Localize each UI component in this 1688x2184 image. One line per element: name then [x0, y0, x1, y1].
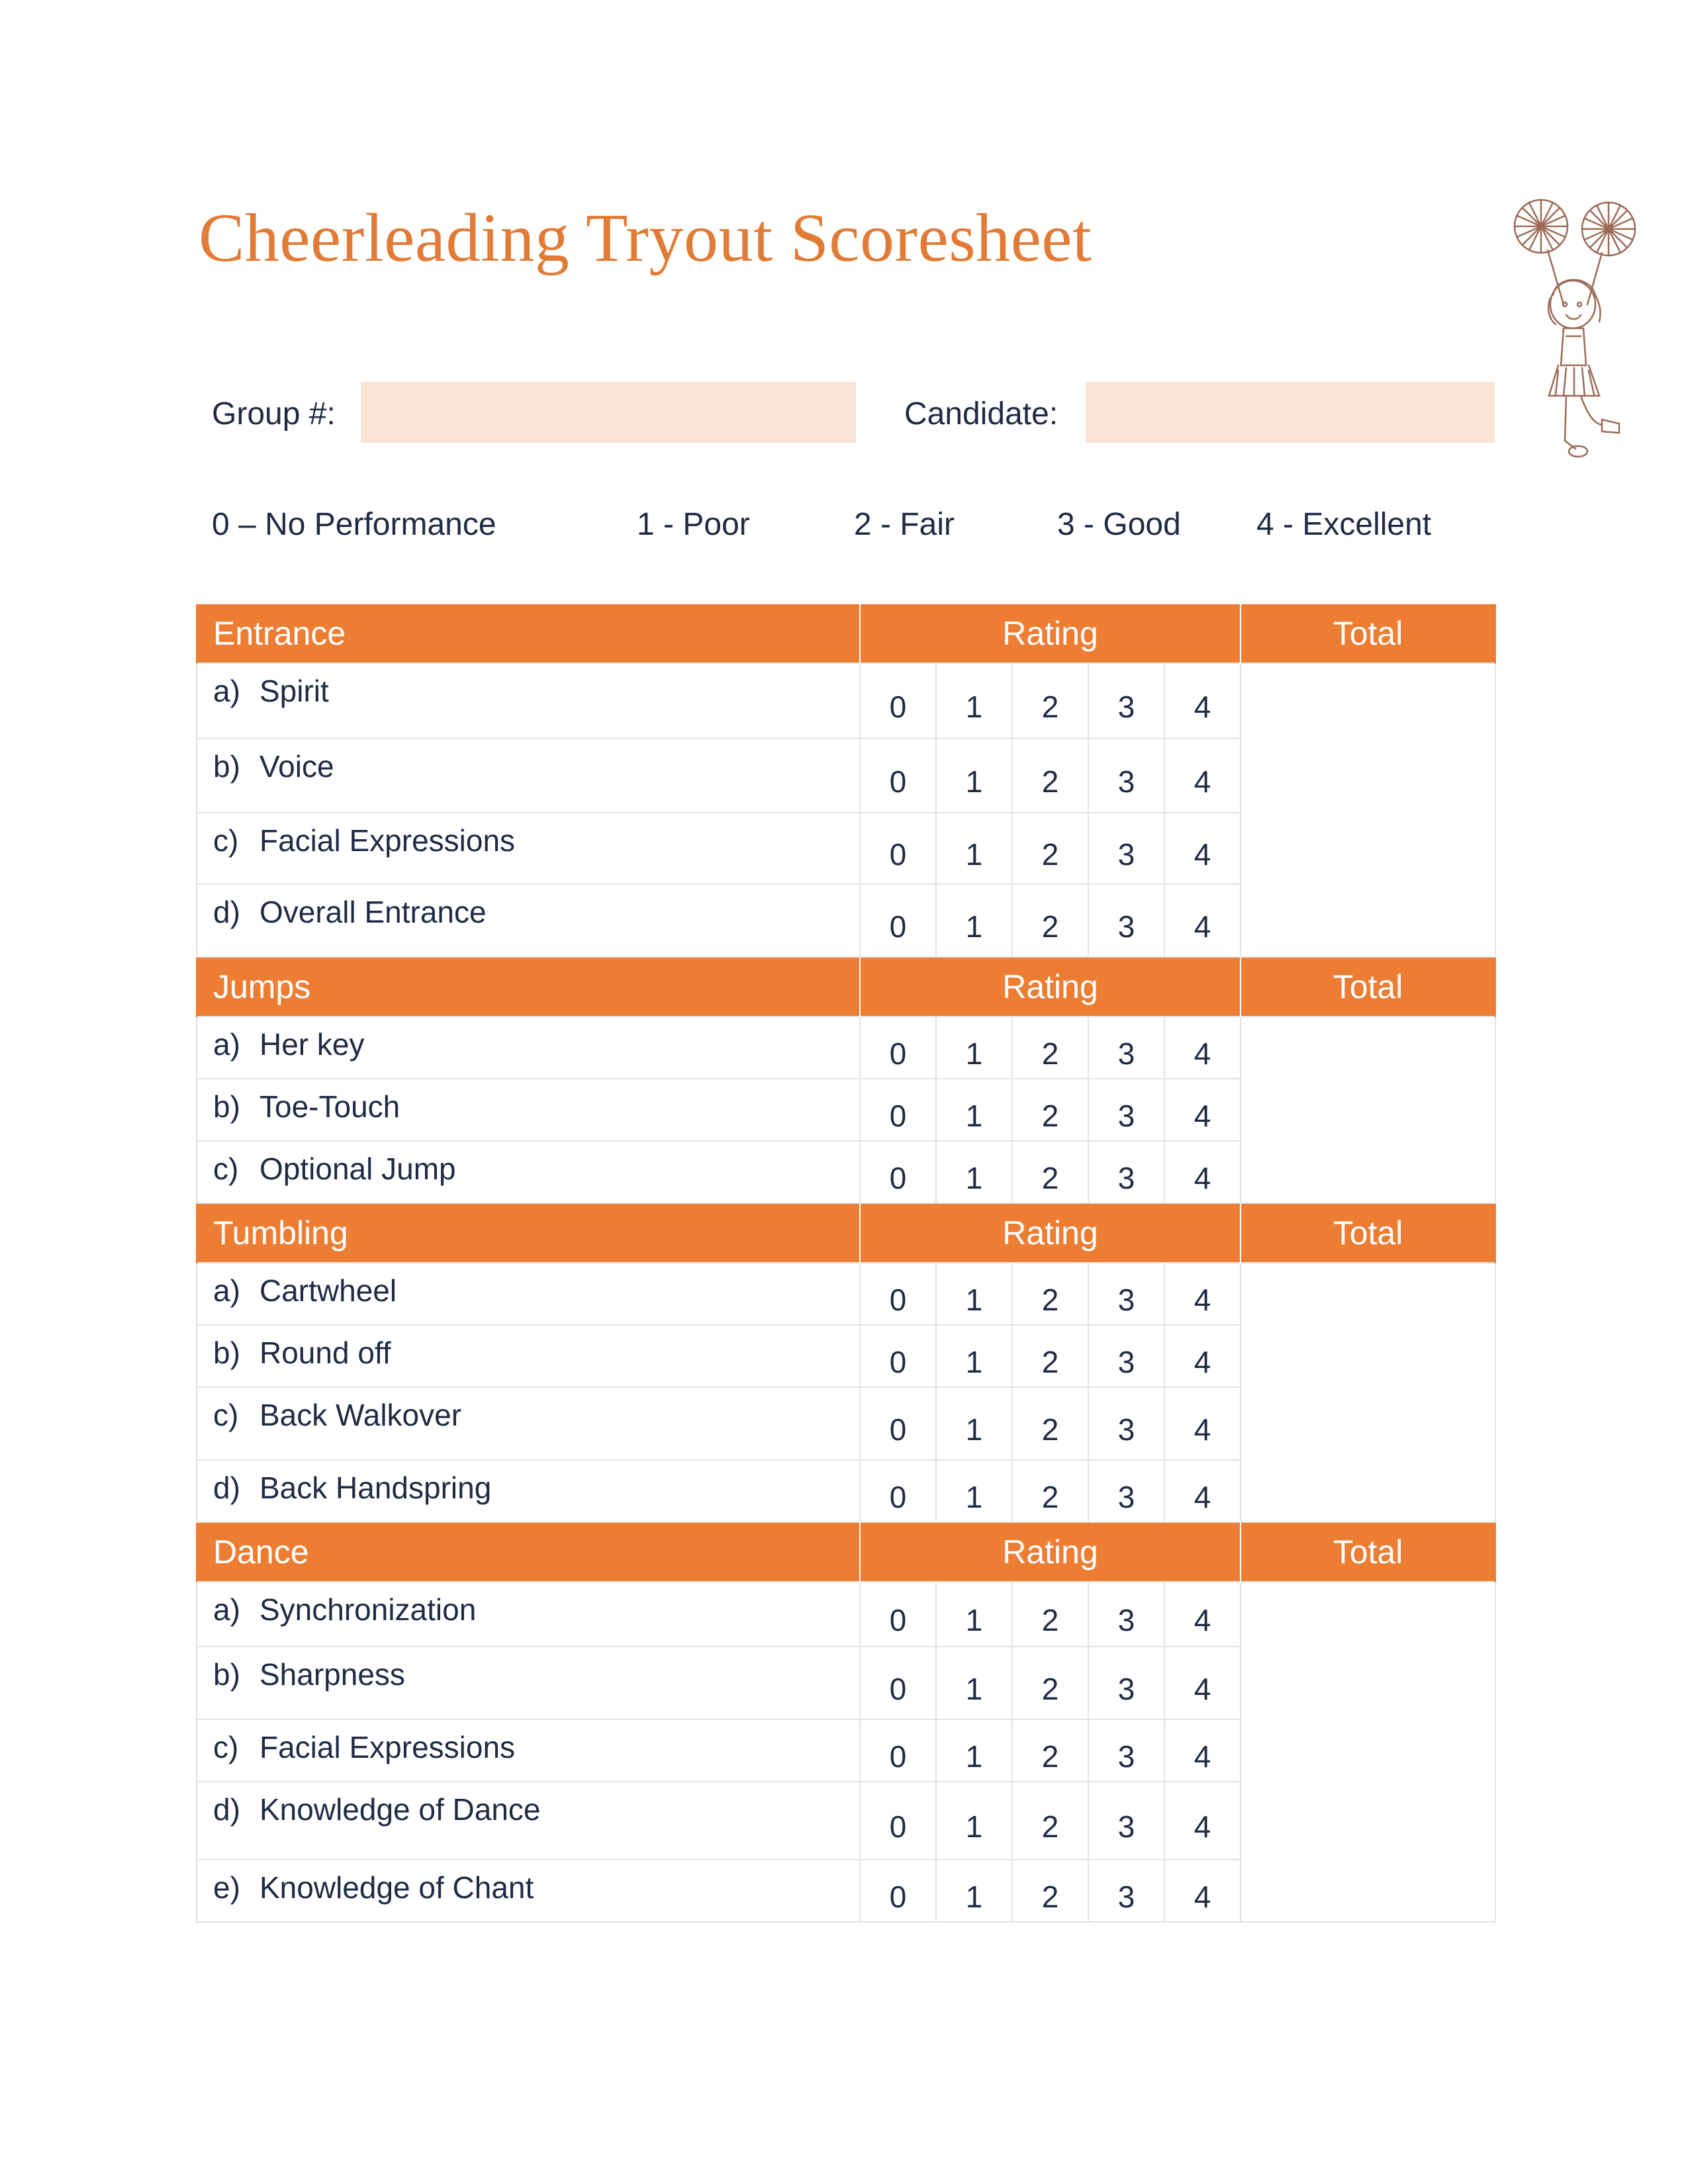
rating-option-3[interactable]: 3: [1088, 1387, 1164, 1460]
rating-option-2[interactable]: 2: [1012, 1387, 1088, 1460]
rating-option-1[interactable]: 1: [936, 1079, 1012, 1141]
rating-option-0[interactable]: 0: [860, 1782, 936, 1860]
rating-option-3[interactable]: 3: [1088, 1079, 1164, 1141]
criterion-letter: c): [213, 1152, 239, 1186]
rating-option-4[interactable]: 4: [1164, 663, 1241, 739]
section-header: [197, 1522, 1495, 1582]
legend-item: 3 - Good: [1057, 507, 1181, 542]
section-total-cell[interactable]: [1241, 663, 1495, 957]
rating-option-3[interactable]: 3: [1088, 1782, 1164, 1860]
criterion-cell: [197, 1782, 860, 1860]
rating-option-2[interactable]: 2: [1012, 1582, 1088, 1647]
rating-option-2[interactable]: 2: [1012, 1017, 1088, 1079]
rating-option-0[interactable]: 0: [860, 813, 936, 884]
criterion-cell: [197, 663, 860, 739]
rating-option-4[interactable]: 4: [1164, 1141, 1241, 1203]
criterion-letter: b): [213, 749, 240, 784]
rating-option-4[interactable]: 4: [1164, 1460, 1241, 1522]
criterion-cell: [197, 1141, 860, 1203]
rating-option-1[interactable]: 1: [936, 1860, 1012, 1922]
criterion-label: Overall Entrance: [259, 895, 487, 929]
total-header: Total: [1241, 1203, 1495, 1263]
criterion-letter: c): [213, 1398, 239, 1432]
score-row: [197, 1017, 1495, 1079]
section-title: Jumps: [197, 957, 860, 1017]
rating-option-1[interactable]: 1: [936, 1719, 1012, 1782]
legend-item: 4 - Excellent: [1256, 507, 1432, 542]
rating-option-4[interactable]: 4: [1164, 1647, 1241, 1719]
criterion-label: Sharpness: [259, 1657, 405, 1692]
rating-option-1[interactable]: 1: [936, 1647, 1012, 1719]
criterion-cell: [197, 739, 860, 813]
total-header: Total: [1241, 1522, 1495, 1582]
criterion-letter: a): [213, 1027, 240, 1062]
criterion-cell: [197, 1387, 860, 1460]
criterion-cell: [197, 884, 860, 957]
rating-header: Rating: [860, 957, 1241, 1017]
criterion-label: Facial Expressions: [259, 823, 516, 858]
criterion-cell: [197, 1719, 860, 1782]
rating-option-0[interactable]: 0: [860, 739, 936, 813]
candidate-input[interactable]: [1086, 382, 1495, 443]
rating-option-3[interactable]: 3: [1088, 1017, 1164, 1079]
rating-option-0[interactable]: 0: [860, 1325, 936, 1387]
criterion-label: Synchronization: [259, 1592, 477, 1627]
criterion-label: Back Walkover: [259, 1398, 462, 1432]
rating-header: Rating: [860, 1203, 1241, 1263]
rating-option-3[interactable]: 3: [1088, 884, 1164, 957]
criterion-cell: [197, 1017, 860, 1079]
score-row: [197, 1582, 1495, 1647]
criterion-cell: [197, 813, 860, 884]
rating-option-0[interactable]: 0: [860, 1647, 936, 1719]
rating-option-4[interactable]: 4: [1164, 1860, 1241, 1922]
rating-option-4[interactable]: 4: [1164, 1079, 1241, 1141]
criterion-label: Her key: [259, 1027, 365, 1062]
rating-option-3[interactable]: 3: [1088, 663, 1164, 739]
rating-option-1[interactable]: 1: [936, 1387, 1012, 1460]
rating-header: Rating: [860, 1522, 1241, 1582]
criterion-cell: [197, 1079, 860, 1141]
criterion-letter: d): [213, 895, 240, 929]
rating-option-1[interactable]: 1: [936, 1263, 1012, 1325]
criterion-label: Spirit: [259, 674, 329, 708]
rating-option-1[interactable]: 1: [936, 1460, 1012, 1522]
rating-option-2[interactable]: 2: [1012, 1263, 1088, 1325]
criterion-cell: [197, 1860, 860, 1922]
group-input[interactable]: [361, 382, 856, 443]
criterion-label: Facial Expressions: [259, 1730, 516, 1764]
legend-item: 2 - Fair: [854, 507, 955, 542]
section-total-cell[interactable]: [1241, 1017, 1495, 1203]
criterion-label: Knowledge of Chant: [259, 1870, 534, 1905]
rating-option-2[interactable]: 2: [1012, 663, 1088, 739]
criterion-letter: b): [213, 1336, 240, 1370]
rating-option-3[interactable]: 3: [1088, 1141, 1164, 1203]
rating-option-4[interactable]: 4: [1164, 884, 1241, 957]
rating-option-4[interactable]: 4: [1164, 1325, 1241, 1387]
rating-option-2[interactable]: 2: [1012, 813, 1088, 884]
rating-option-1[interactable]: 1: [936, 663, 1012, 739]
group-label: Group #:: [212, 396, 336, 432]
criterion-letter: c): [213, 1730, 239, 1764]
section-title: Entrance: [197, 604, 860, 663]
total-header: Total: [1241, 957, 1495, 1017]
criterion-label: Knowledge of Dance: [259, 1792, 541, 1827]
rating-option-4[interactable]: 4: [1164, 1582, 1241, 1647]
criterion-letter: c): [213, 823, 239, 858]
rating-option-2[interactable]: 2: [1012, 1647, 1088, 1719]
rating-option-0[interactable]: 0: [860, 1079, 936, 1141]
rating-option-4[interactable]: 4: [1164, 1719, 1241, 1782]
criterion-label: Voice: [259, 749, 334, 784]
rating-option-0[interactable]: 0: [860, 1860, 936, 1922]
rating-option-0[interactable]: 0: [860, 663, 936, 739]
rating-option-2[interactable]: 2: [1012, 1460, 1088, 1522]
score-row: [197, 1263, 1495, 1325]
page-title: Cheerleading Tryout Scoresheet: [199, 200, 1092, 276]
section-header: [197, 604, 1495, 663]
criterion-letter: d): [213, 1792, 240, 1827]
section-total-cell[interactable]: [1241, 1263, 1495, 1522]
section-header: [197, 1203, 1495, 1263]
rating-option-4[interactable]: 4: [1164, 1782, 1241, 1860]
rating-option-1[interactable]: 1: [936, 1582, 1012, 1647]
rating-option-3[interactable]: 3: [1088, 739, 1164, 813]
rating-option-1[interactable]: 1: [936, 1782, 1012, 1860]
rating-option-2[interactable]: 2: [1012, 1325, 1088, 1387]
criterion-letter: b): [213, 1089, 240, 1124]
criterion-letter: a): [213, 1592, 240, 1627]
criterion-cell: [197, 1263, 860, 1325]
rating-option-3[interactable]: 3: [1088, 1860, 1164, 1922]
criterion-label: Toe-Touch: [259, 1089, 400, 1124]
criterion-letter: e): [213, 1870, 240, 1905]
rating-option-0[interactable]: 0: [860, 1719, 936, 1782]
criterion-cell: [197, 1460, 860, 1522]
criterion-label: Back Handspring: [259, 1471, 492, 1505]
rating-option-2[interactable]: 2: [1012, 739, 1088, 813]
rating-option-0[interactable]: 0: [860, 1017, 936, 1079]
rating-header: Rating: [860, 604, 1241, 663]
total-header: Total: [1241, 604, 1495, 663]
criterion-letter: d): [213, 1471, 240, 1505]
criterion-letter: a): [213, 674, 240, 708]
cheerleader-illustration: [1503, 192, 1648, 470]
rating-option-0[interactable]: 0: [860, 1460, 936, 1522]
criterion-cell: [197, 1582, 860, 1647]
rating-option-1[interactable]: 1: [936, 1325, 1012, 1387]
score-row: [197, 663, 1495, 739]
rating-option-4[interactable]: 4: [1164, 1263, 1241, 1325]
rating-option-0[interactable]: 0: [860, 1582, 936, 1647]
rating-option-3[interactable]: 3: [1088, 813, 1164, 884]
criterion-cell: [197, 1647, 860, 1719]
section-header: [197, 957, 1495, 1017]
rating-option-2[interactable]: 2: [1012, 1782, 1088, 1860]
rating-option-1[interactable]: 1: [936, 884, 1012, 957]
rating-option-1[interactable]: 1: [936, 1141, 1012, 1203]
criterion-cell: [197, 1325, 860, 1387]
rating-option-1[interactable]: 1: [936, 813, 1012, 884]
criterion-label: Cartwheel: [259, 1273, 397, 1308]
rating-option-4[interactable]: 4: [1164, 1387, 1241, 1460]
score-table: [196, 604, 1496, 1923]
rating-option-1[interactable]: 1: [936, 739, 1012, 813]
section-title: Tumbling: [197, 1203, 860, 1263]
rating-option-2[interactable]: 2: [1012, 1079, 1088, 1141]
criterion-label: Optional Jump: [259, 1152, 456, 1186]
criterion-label: Round off: [259, 1336, 391, 1370]
candidate-label: Candidate:: [904, 396, 1058, 432]
rating-option-2[interactable]: 2: [1012, 1719, 1088, 1782]
rating-option-3[interactable]: 3: [1088, 1325, 1164, 1387]
rating-option-2[interactable]: 2: [1012, 1141, 1088, 1203]
rating-option-0[interactable]: 0: [860, 1263, 936, 1325]
section-title: Dance: [197, 1522, 860, 1582]
rating-option-3[interactable]: 3: [1088, 1719, 1164, 1782]
rating-option-3[interactable]: 3: [1088, 1460, 1164, 1522]
rating-option-3[interactable]: 3: [1088, 1582, 1164, 1647]
rating-option-2[interactable]: 2: [1012, 1860, 1088, 1922]
rating-option-3[interactable]: 3: [1088, 1263, 1164, 1325]
section-total-cell[interactable]: [1241, 1582, 1495, 1922]
rating-option-1[interactable]: 1: [936, 1017, 1012, 1079]
rating-option-2[interactable]: 2: [1012, 884, 1088, 957]
rating-option-0[interactable]: 0: [860, 884, 936, 957]
rating-option-4[interactable]: 4: [1164, 739, 1241, 813]
rating-option-4[interactable]: 4: [1164, 813, 1241, 884]
legend-item: 0 – No Performance: [212, 507, 496, 542]
rating-option-4[interactable]: 4: [1164, 1017, 1241, 1079]
criterion-letter: b): [213, 1657, 240, 1692]
legend-item: 1 - Poor: [637, 507, 750, 542]
rating-option-0[interactable]: 0: [860, 1387, 936, 1460]
criterion-letter: a): [213, 1273, 240, 1308]
rating-option-0[interactable]: 0: [860, 1141, 936, 1203]
rating-option-3[interactable]: 3: [1088, 1647, 1164, 1719]
